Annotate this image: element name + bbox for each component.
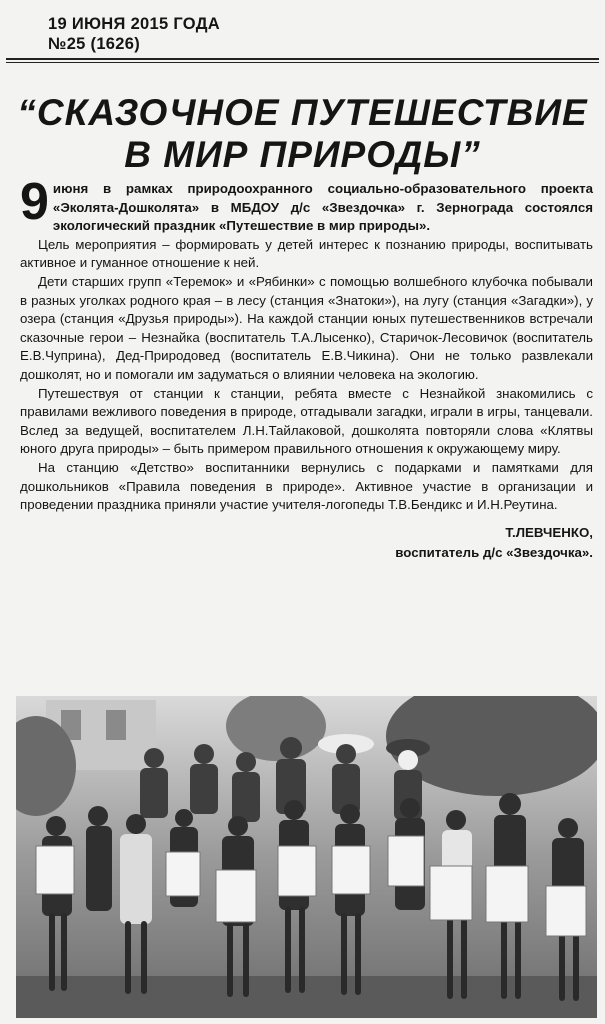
top-rule bbox=[6, 58, 599, 60]
group-photo bbox=[16, 696, 597, 1018]
issue-number: №25 (1626) bbox=[48, 35, 141, 53]
article-paragraph: Цель мероприятия – формировать у детей интерес к познанию природы, воспитывать активное и гуманное отношение к ней. bbox=[20, 236, 593, 271]
photo-ground bbox=[16, 976, 597, 1018]
headline-line-1: “СКАЗОЧНОЕ ПУТЕШЕСТВИЕ bbox=[17, 92, 588, 133]
signature bbox=[20, 523, 593, 563]
masthead bbox=[48, 14, 220, 54]
article-paragraph: Дети старших групп «Теремок» и «Рябинки» с помощью волшебного клубочка побывали в разных уголках родного края – в лесу (станция «Знатоки»), на лугу (станция «Загадки»), у озера (станция «Друзья природы»). На каждой станции юных путешественников встречали сказочные герои – Незнайка (воспитатель Т.А.Лысенко), Старичок-Лесовичок (воспитатель Е.В.Чуприна), Дед-Природовед (воспитатель Е.В.Чикина). Они не только развлекали дошколят, но и помогали им задуматься о влиянии человека на экологию. bbox=[20, 273, 593, 382]
top-rule-thin bbox=[6, 62, 599, 63]
article-paragraph: Путешествуя от станции к станции, ребята вместе с Незнайкой знакомились с правилами вежливого поведения в природе, отгадывали загадки, играли в игры, танцевали. Вслед за ведущей, воспитателем Л.Н.Тайлаковой, дошколята повторяли слова «Клятвы юного друга природы» – быть примером правильного отношения к окружающему миру. bbox=[20, 385, 593, 457]
lead-paragraph bbox=[20, 173, 593, 236]
headline-line-2: В МИР ПРИРОДЫ” bbox=[124, 134, 481, 175]
issue-date: 19 ИЮНЯ 2015 ГОДА bbox=[48, 15, 220, 33]
headline bbox=[0, 92, 605, 176]
article-paragraph: На станцию «Детство» воспитанники вернулись с подарками и памятками для дошкольников «Правила поведения в природе». Активное участие в организации и проведении праздника приняли участие учителя-логопеды Т.В.Бендикс и И.Н.Реутина. bbox=[20, 459, 593, 513]
author-name: Т.ЛЕВЧЕНКО, bbox=[505, 524, 593, 540]
author-title: воспитатель д/с «Звездочка». bbox=[395, 544, 593, 560]
lead-text: июня в рамках природоохранного социально-образовательного проекта «Эколята-Дошколята» в МБДОУ д/с «Звездочка» г. Зернограда состоялся экологический праздник «Путешествие в мир природы». bbox=[52, 181, 593, 234]
drop-cap: 9 bbox=[20, 173, 49, 231]
article-body bbox=[20, 173, 593, 563]
photo-window bbox=[106, 710, 126, 740]
